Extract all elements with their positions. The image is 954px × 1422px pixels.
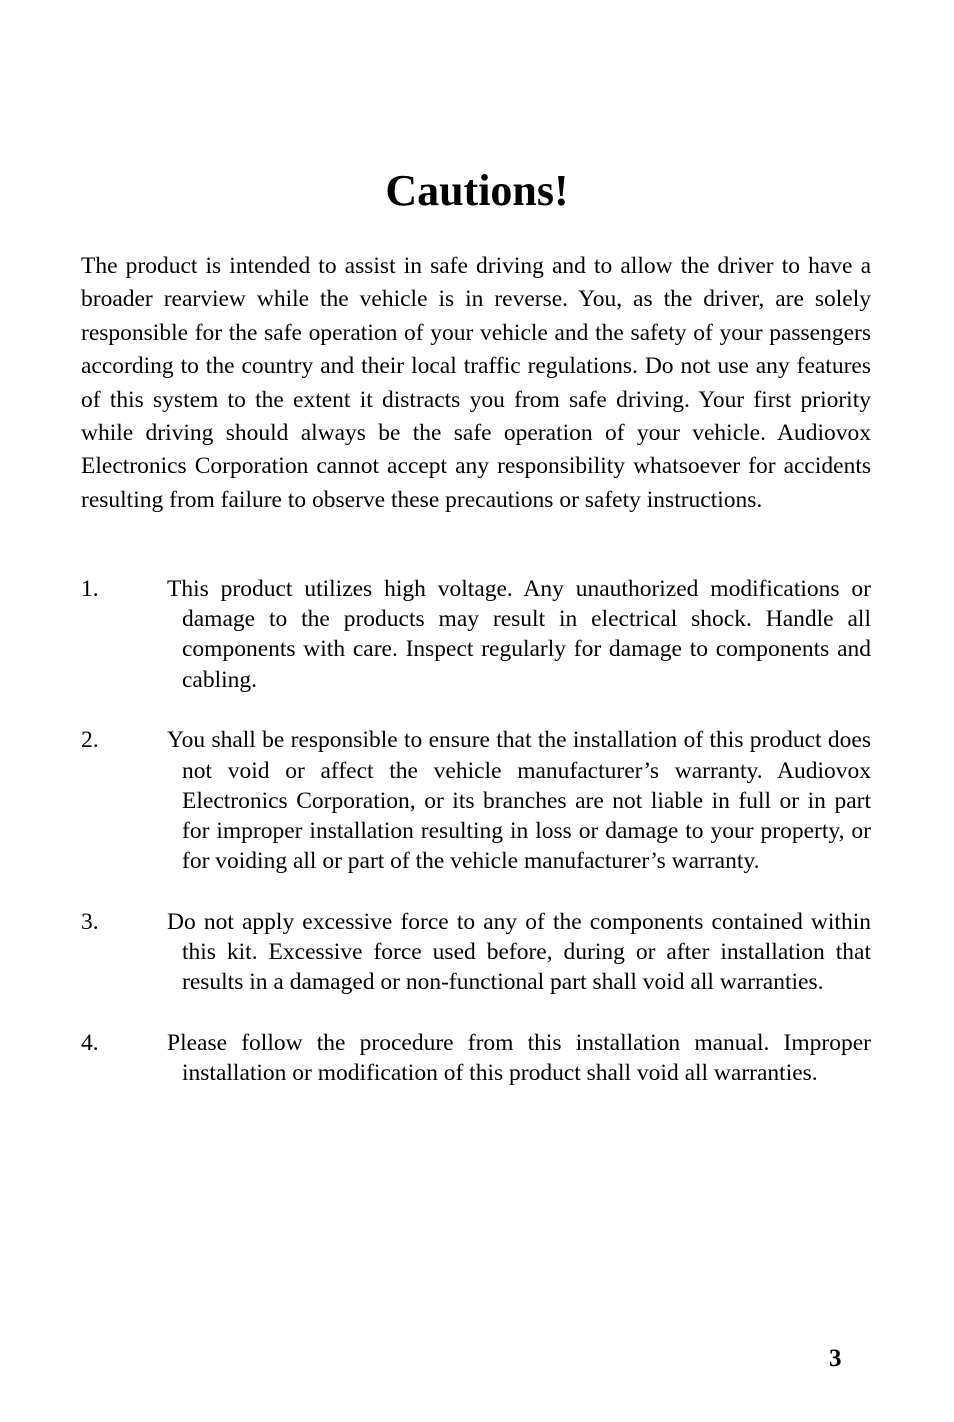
caution-item-2 <box>81 725 871 876</box>
caution-item-1 <box>81 574 871 695</box>
caution-number: 3. <box>81 908 99 935</box>
caution-text: This product utilizes high voltage. Any unauthorized modifications or damage to the products may result in electrical shock. Handle all components with care. Inspect regularly for damage to components and cabling. <box>167 576 871 693</box>
caution-text: Please follow the procedure from this installation manual. Improper installation or modification of this product shall void all warranties. <box>167 1029 871 1087</box>
caution-list <box>81 574 871 1119</box>
page-title: Cautions! <box>385 166 569 215</box>
caution-item-3 <box>81 907 871 998</box>
caution-number: 2. <box>81 727 99 754</box>
caution-item-4 <box>81 1028 871 1088</box>
caution-text: Do not apply excessive force to any of the components contained within this kit. Excessive force used before, during or after installation that results in a damaged or non-functional part shall void all warranties. <box>167 908 871 996</box>
caution-number: 1. <box>81 576 99 602</box>
caution-text: You shall be responsible to ensure that the installation of this product does not void or affect the vehicle manufacturer’s warranty. Audiovox Electronics Corporation, or its branches are not liable in full or in part for improper installation resulting in loss or damage to your property, or for voiding all or part of the vehicle manufacturer’s warranty. <box>167 727 871 875</box>
intro-paragraph: The product is intended to assist in safe driving and to allow the driver to have a broader rearview while the vehicle is in reverse. You, as the driver, are solely responsible for the safe operation of your vehicle and the safety of your passengers according to the country and their local traffic regulations. Do not use any features of this system to the extent it distracts you from safe driving. Your first priority while driving should always be the safe operation of your vehicle. Audiovox Electronics Corporation cannot accept any responsibility whatsoever for accidents resulting from failure to observe these precautions or safety instructions. <box>81 253 871 513</box>
caution-number: 4. <box>81 1029 99 1056</box>
page-number: 3 <box>829 1345 842 1372</box>
